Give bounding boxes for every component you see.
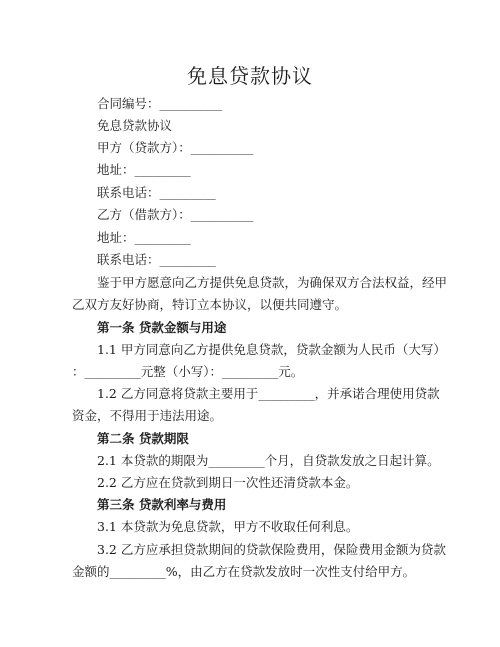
article-3-heading: 第三条 贷款利率与费用 [97,497,227,512]
clause-3-1: 3.1 本贷款为免息贷款，甲方不收取任何利息。 [97,519,359,534]
article-1-heading: 第一条 贷款金额与用途 [97,320,227,335]
clause-1-2-line-2: 资金，不得用于违法用途。 [72,408,223,423]
clause-3-2-line-2: 金额的_________%，由乙方在贷款发放时一次性支付给甲方。 [72,564,416,579]
clause-1-1-line-1: 1.1 甲方同意向乙方提供免息贷款，贷款金额为人民币（大写） [97,342,446,357]
clause-2-2: 2.2 乙方应在贷款到期日一次性还清贷款本金。 [97,475,359,490]
party-b-phone-field: 联系电话：_________ [97,252,216,267]
party-b-field: 乙方（借款方）：__________ [97,207,254,222]
contract-number-field: 合同编号：__________ [97,96,223,111]
party-a-phone-field: 联系电话：_________ [97,185,216,200]
clause-3-2-line-1: 3.2 乙方应承担贷款期间的贷款保险费用，保险费用金额为贷款 [97,542,446,557]
intro-line-2: 乙双方友好协商，特订立本协议，以便共同遵守。 [72,297,348,312]
party-a-address-field: 地址：_________ [97,162,191,177]
intro-line-1: 鉴于甲方愿意向乙方提供免息贷款，为确保双方合法权益，经甲 [97,275,448,290]
party-b-address-field: 地址：_________ [97,230,191,245]
document-title: 免息贷款协议 [187,64,313,88]
party-a-field: 甲方（贷款方）：__________ [97,140,254,155]
clause-1-1-line-2: ：_________元整（小写）：_________元。 [72,364,304,379]
article-2-heading: 第二条 贷款期限 [97,431,189,446]
clause-1-2-line-1: 1.2 乙方同意将贷款主要用于_________，并承诺合理使用贷款 [97,386,440,401]
clause-2-1: 2.1 本贷款的期限为_________个月，自贷款发放之日起计算。 [97,453,440,468]
document-name: 免息贷款协议 [97,118,173,133]
